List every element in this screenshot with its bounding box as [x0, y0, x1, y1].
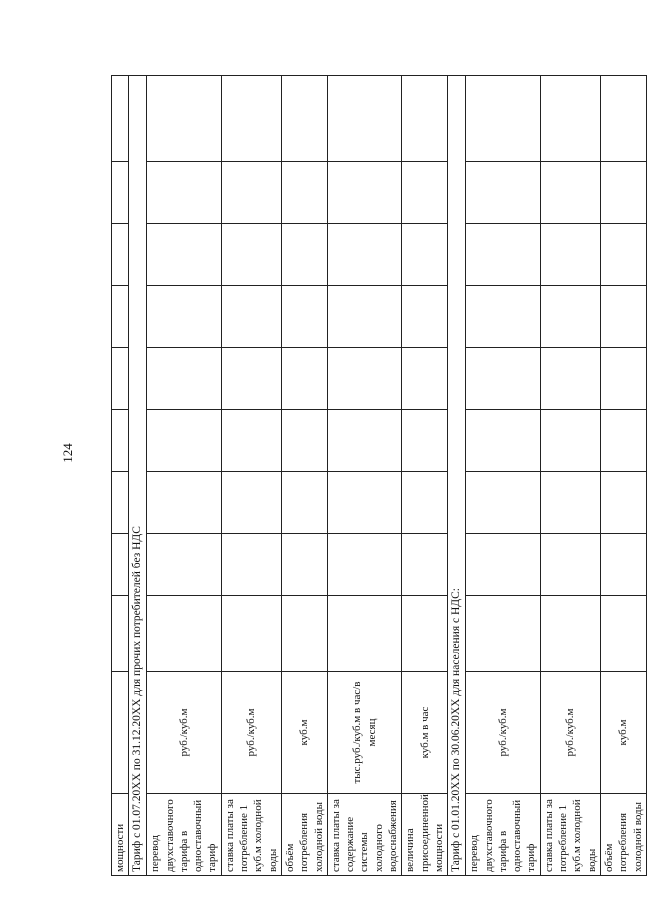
- table-row: [466, 76, 540, 876]
- table-row: [147, 76, 221, 876]
- unit-cell: куб.м: [281, 672, 327, 794]
- row-label-cell: величина присоединенной мощности: [402, 794, 448, 876]
- rotated-table-container: [111, 76, 644, 876]
- table-row: [327, 76, 401, 876]
- table-row: [600, 76, 646, 876]
- table-row: [540, 76, 600, 876]
- row-label-cell: перевод двухставочного тарифа в одноставочный тариф: [466, 794, 540, 876]
- unit-cell: руб./куб.м: [147, 672, 221, 794]
- unit-cell: руб./куб.м: [540, 672, 600, 794]
- section-title: Тариф с 01.01.20XX по 30.06.20XX для населения с НДС:: [448, 76, 466, 876]
- row-label-cell: объём потребления холодной воды: [600, 794, 646, 876]
- table-row: [112, 76, 129, 876]
- row-label-cell: ставка платы за содержание системы холодного водоснабжения: [327, 794, 401, 876]
- section-header-row: [448, 76, 466, 876]
- unit-cell: руб./куб.м: [466, 672, 540, 794]
- row-label-cell: мощности: [112, 794, 129, 876]
- row-label-cell: ставка платы за потребление 1 куб.м холодной воды: [540, 794, 600, 876]
- section-title: Тариф с 01.07.20XX по 31.12.20XX для прочих потребителей без НДС: [129, 76, 147, 876]
- section-header-row: [129, 76, 147, 876]
- tariff-table: [111, 75, 647, 876]
- row-label-cell: объём потребления холодной воды: [281, 794, 327, 876]
- unit-cell: руб./куб.м: [221, 672, 281, 794]
- row-label-cell: ставка платы за потребление 1 куб.м холодной воды: [221, 794, 281, 876]
- table-row: [402, 76, 448, 876]
- page-number-wrap: [58, 445, 78, 461]
- table-row: [281, 76, 327, 876]
- row-label-cell: перевод двухставочного тарифа в одноставочный тариф: [147, 794, 221, 876]
- unit-cell: куб.м: [600, 672, 646, 794]
- table-row: [221, 76, 281, 876]
- unit-cell: куб.м в час: [402, 672, 448, 794]
- page-number: 124: [59, 443, 75, 463]
- unit-cell: тыс.руб./куб.м в час/в месяц: [327, 672, 401, 794]
